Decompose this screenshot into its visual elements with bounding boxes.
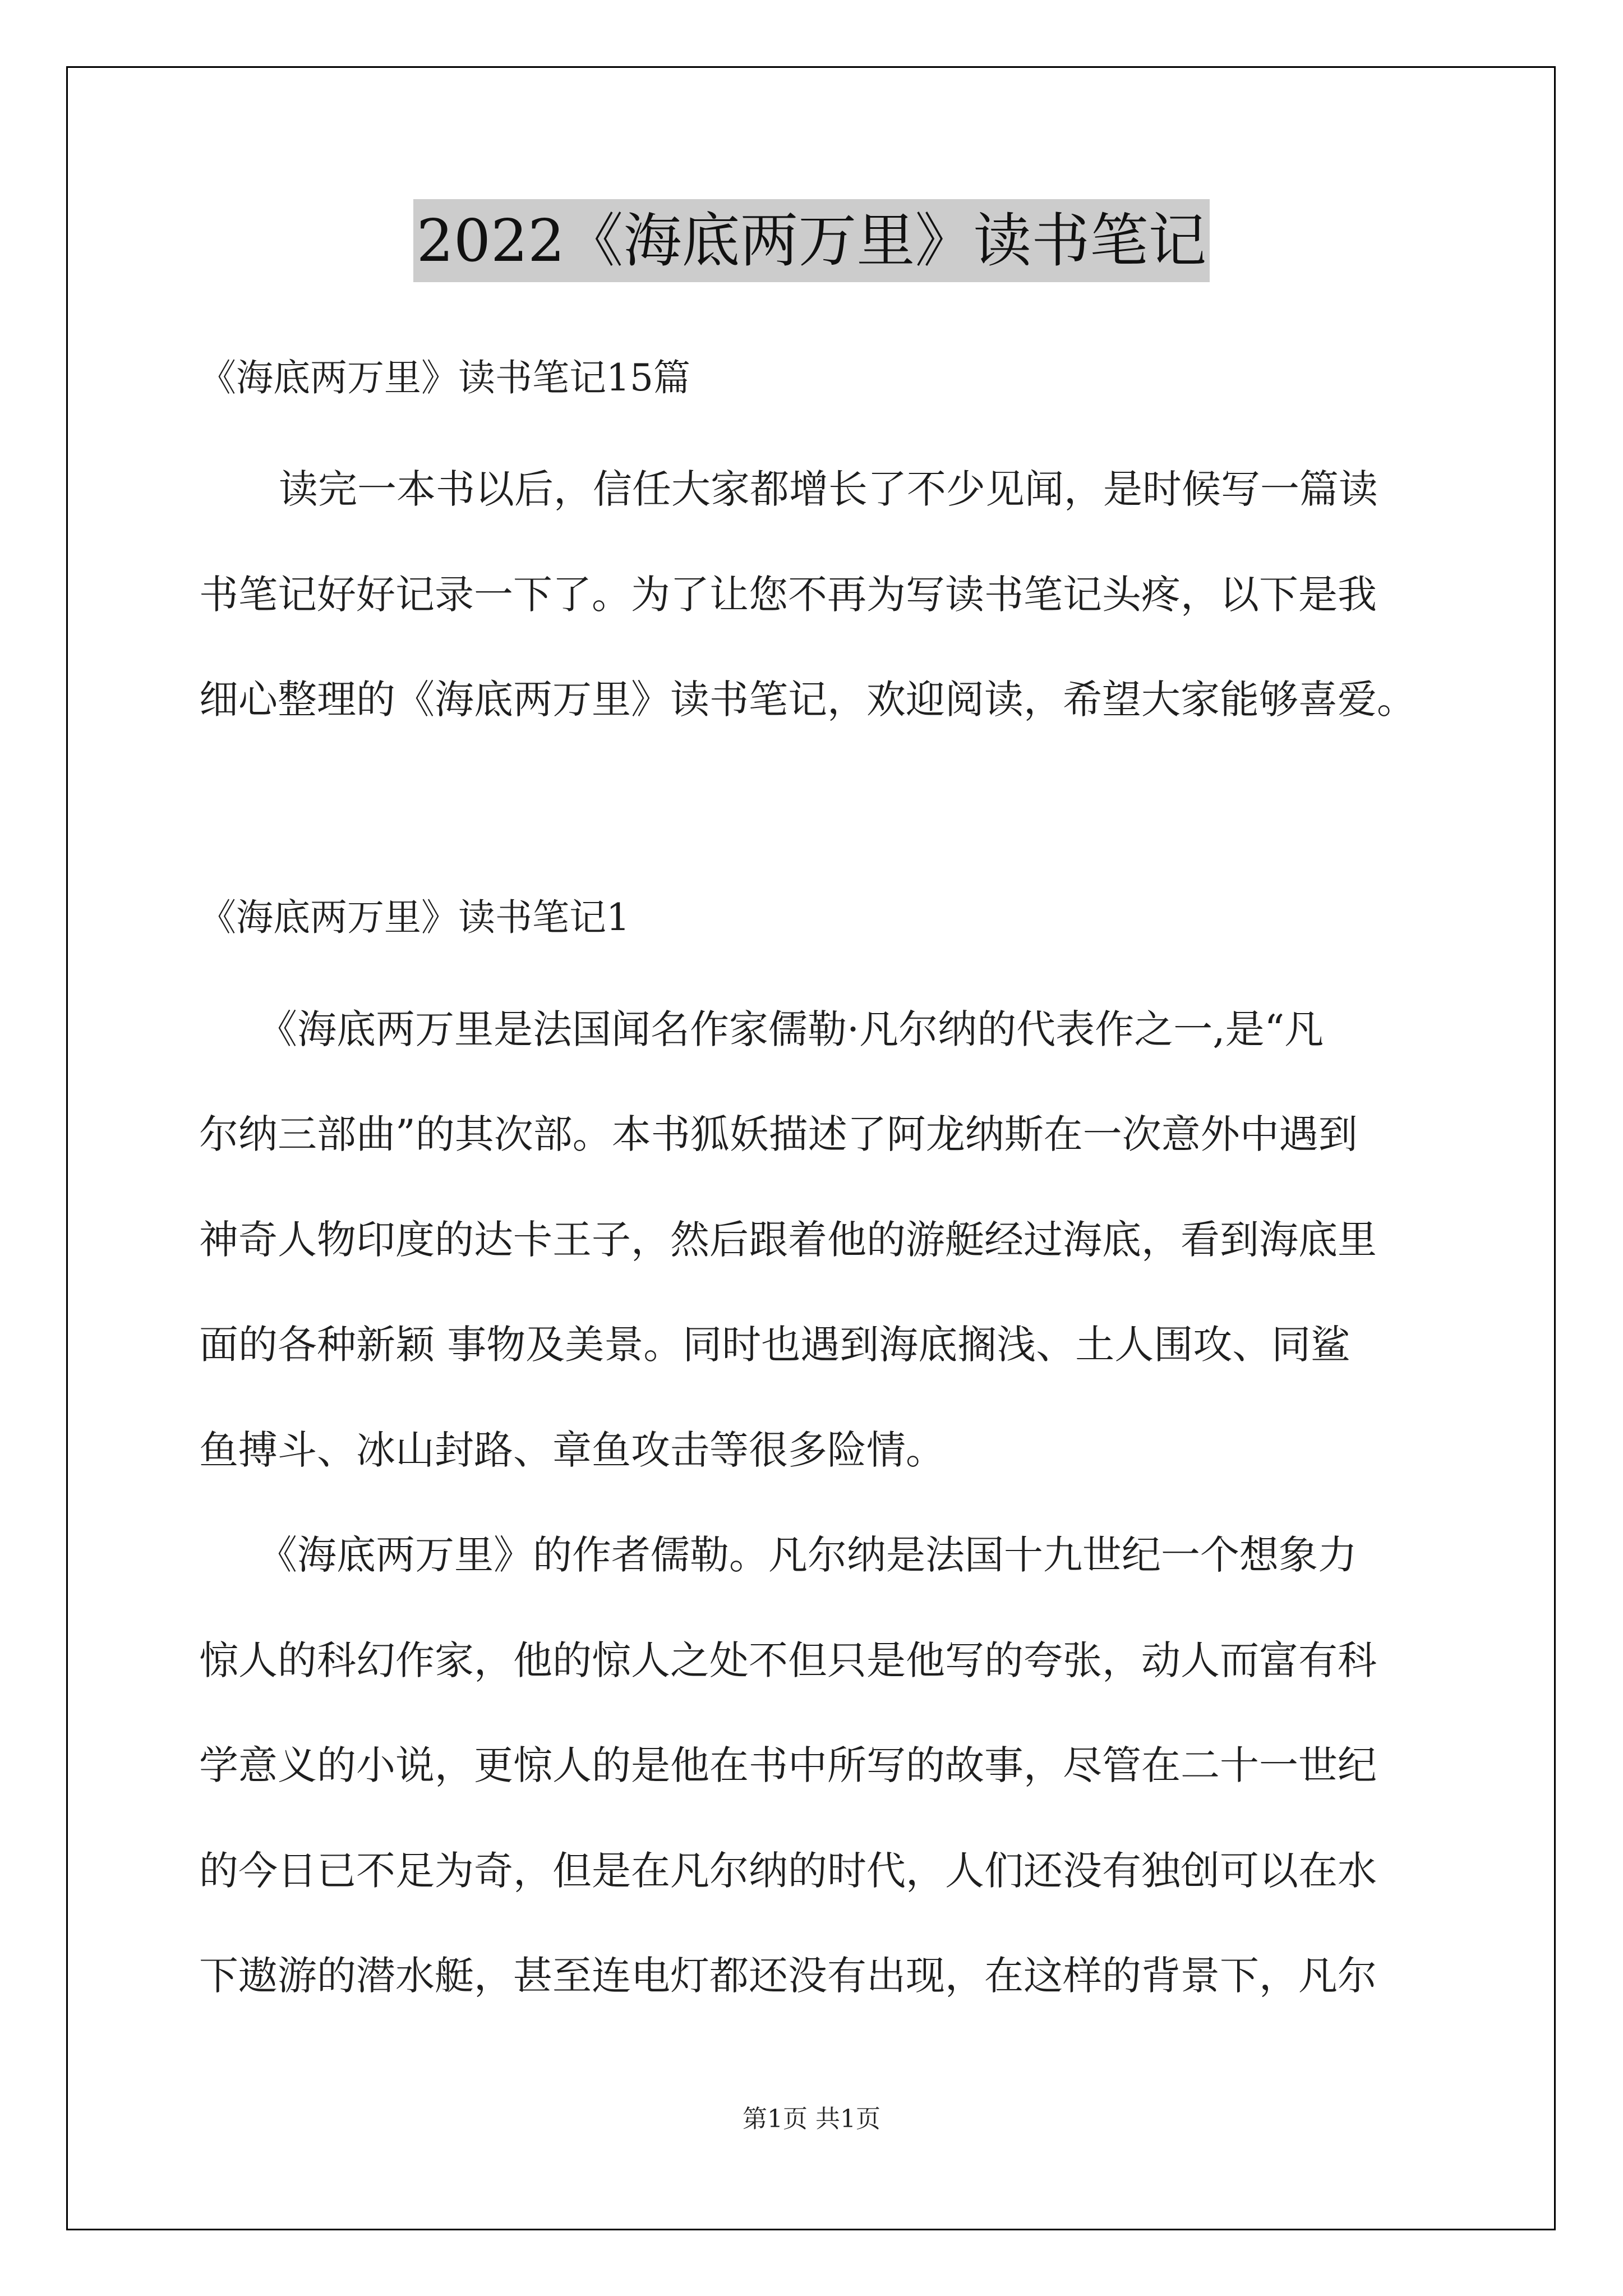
- para1-line-5: 鱼搏斗、冰山封路、章鱼攻击等很多险情。: [199, 1427, 945, 1473]
- section-heading: 《海底两万里》读书笔记1: [199, 896, 630, 939]
- intro-line-3: 细心整理的《海底两万里》读书笔记，欢迎阅读，希望大家能够喜爱。: [199, 677, 1416, 723]
- para1-line-1: 《海底两万里是法国闻名作家儒勒·凡尔纳的代表作之一,是“凡: [258, 1006, 1324, 1052]
- document-subtitle: 《海底两万里》读书笔记15篇: [199, 356, 690, 399]
- title-container: [0, 199, 1623, 282]
- para1-line-3: 神奇人物印度的达卡王子，然后跟着他的游艇经过海底，看到海底里: [199, 1217, 1377, 1263]
- document-title: 2022《海底两万里》读书笔记: [413, 199, 1210, 282]
- para2-line-3: 学意义的小说，更惊人的是他在书中所写的故事，尽管在二十一世纪: [199, 1742, 1377, 1788]
- page-footer: 第1页 共1页: [743, 2105, 880, 2133]
- para2-line-2: 惊人的科幻作家，他的惊人之处不但只是他写的夸张，动人而富有科: [199, 1637, 1377, 1683]
- intro-line-1: 读完一本书以后，信任大家都增长了不少见闻，是时候写一篇读: [279, 466, 1378, 512]
- para1-line-4: 面的各种新颖 事物及美景。同时也遇到海底搁浅、土人围攻、同鲨: [199, 1322, 1350, 1368]
- para1-line-2: 尔纳三部曲”的其次部。本书狐妖描述了阿龙纳斯在一次意外中遇到: [199, 1111, 1358, 1157]
- para2-line-1: 《海底两万里》的作者儒勒。凡尔纳是法国十九世纪一个想象力: [258, 1532, 1357, 1578]
- para2-line-4: 的今日已不足为奇，但是在凡尔纳的时代，人们还没有独创可以在水: [199, 1848, 1377, 1894]
- intro-line-2: 书笔记好好记录一下了。为了让您不再为写读书笔记头疼，以下是我: [199, 572, 1377, 618]
- para2-line-5: 下遨游的潜水艇，甚至连电灯都还没有出现，在这样的背景下，凡尔: [199, 1953, 1377, 1999]
